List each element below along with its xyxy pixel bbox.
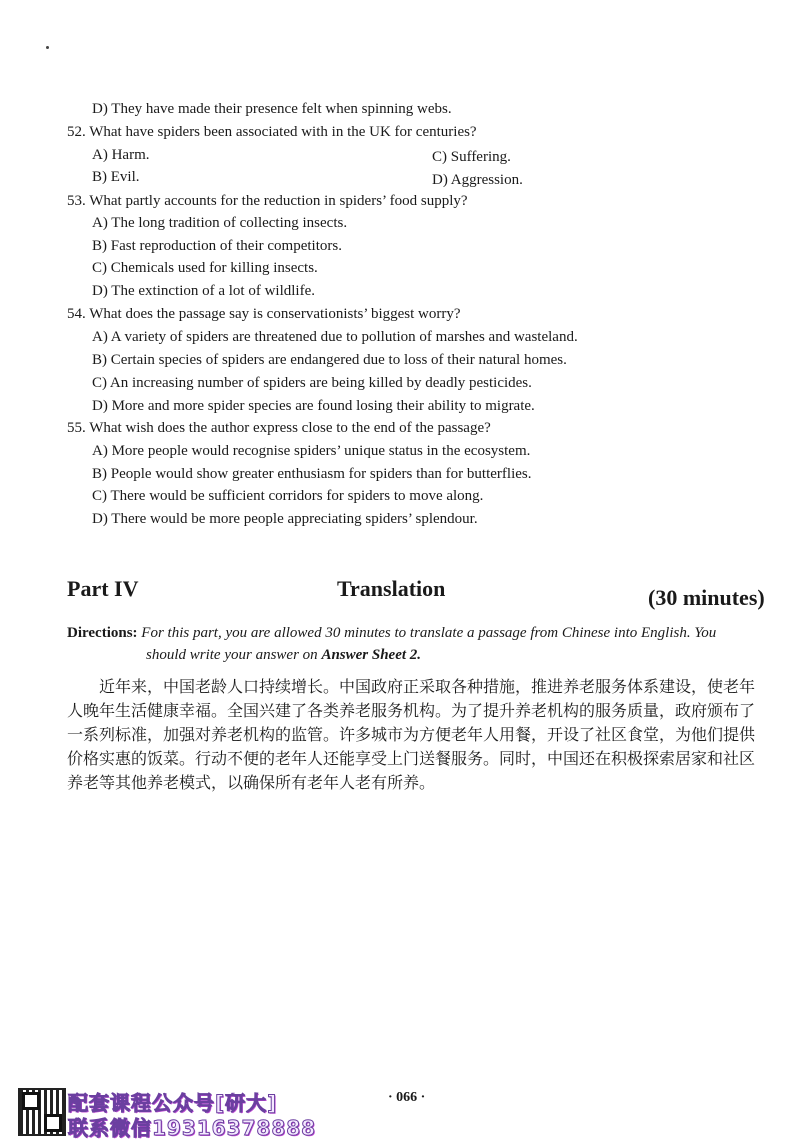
q52-option-b: B) Evil.	[92, 169, 140, 185]
q53-option-a: A) The long tradition of collecting insects.	[92, 215, 348, 231]
scan-speck	[46, 46, 49, 49]
q52-option-c: C) Suffering.	[432, 149, 511, 165]
q52-option-a: A) Harm.	[92, 147, 150, 163]
q53-option-d: D) The extinction of a lot of wildlife.	[92, 283, 316, 299]
directions-label: Directions:	[67, 625, 138, 641]
chinese-passage-line-5: 养老等其他养老模式，以确保所有老年人老有所养。	[67, 773, 436, 792]
q54-option-b: B) Certain species of spiders are endangered due to loss of their natural homes.	[92, 352, 567, 368]
part-name: Translation	[337, 576, 446, 601]
q52-option-d: D) Aggression.	[432, 172, 523, 188]
q54-option-a: A) A variety of spiders are threatened due to pollution of marshes and wasteland.	[92, 329, 578, 345]
directions-line-2	[146, 644, 421, 666]
qr-code-icon	[18, 1088, 66, 1136]
question-53: 53. What partly accounts for the reduction in spiders’ food supply?	[67, 193, 468, 209]
answer-sheet-ref: Answer Sheet 2.	[321, 647, 422, 663]
part-time-limit: (30 minutes)	[648, 585, 765, 610]
question-55: 55. What wish does the author express close to the end of the passage?	[67, 420, 491, 436]
page-number: · 066 ·	[388, 1090, 426, 1105]
part-number: Part IV	[67, 576, 139, 601]
chinese-passage-line-4: 价格实惠的饭菜。行动不便的老年人还能享受上门送餐服务。同时，中国还在积极探索居家和社区	[67, 749, 756, 768]
q55-option-c: C) There would be sufficient corridors for spiders to move along.	[92, 488, 484, 504]
question-52: 52. What have spiders been associated with in the UK for centuries?	[67, 124, 477, 140]
q54-option-d: D) More and more spider species are found losing their ability to migrate.	[92, 398, 535, 414]
directions-text-2: should write your answer on	[146, 647, 322, 663]
q53-option-c: C) Chemicals used for killing insects.	[92, 260, 318, 276]
q55-option-a: A) More people would recognise spiders’ unique status in the ecosystem.	[92, 443, 531, 459]
q54-option-c: C) An increasing number of spiders are being killed by deadly pesticides.	[92, 375, 532, 391]
question-54: 54. What does the passage say is conservationists’ biggest worry?	[67, 306, 461, 322]
directions-text-1: For this part, you are allowed 30 minutes to translate a passage from Chinese into English. You	[141, 625, 717, 641]
q55-option-d: D) There would be more people appreciating spiders’ splendour.	[92, 511, 478, 527]
chinese-passage-line-1: 近年来，中国老龄人口持续增长。中国政府正采取各种措施，推进养老服务体系建设，使老年	[67, 677, 756, 696]
q55-option-b: B) People would show greater enthusiasm for spiders than for butterflies.	[92, 466, 532, 482]
chinese-passage-line-2: 人晚年生活健康幸福。全国兴建了各类养老服务机构。为了提升养老机构的服务质量，政府颁布了	[67, 701, 756, 720]
chinese-passage-line-3: 一系列标准，加强对养老机构的监管。许多城市为方便老年人用餐，开设了社区食堂，为他们提供	[67, 725, 756, 744]
directions-line-1	[67, 622, 716, 644]
q53-option-b: B) Fast reproduction of their competitors.	[92, 238, 342, 254]
watermark-line-1: 配套课程公众号[研大]	[68, 1091, 278, 1115]
q51-option-d: D) They have made their presence felt when spinning webs.	[92, 101, 452, 117]
watermark-line-2: 联系微信19316378888	[68, 1116, 317, 1140]
